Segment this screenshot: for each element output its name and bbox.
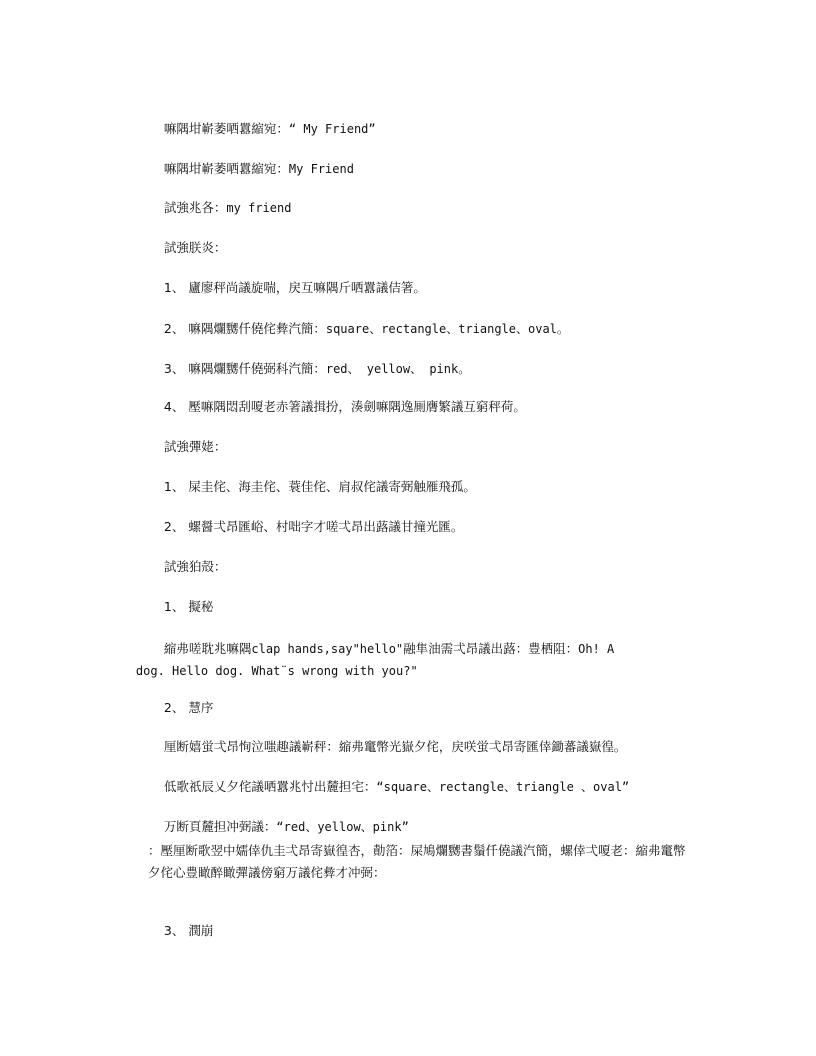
line-cjk-text: 1、 廬廖秤尚議旋喘，戻互嘛隅斤哂囂議佶箸。 (163, 280, 426, 295)
line-cjk-text: 試強狛殻： (163, 559, 227, 574)
line-cjk-text: 試強兆各： (163, 200, 227, 215)
line-cjk-text: 4、 壓嘛隅悶刮嗄老赤箸議揖扮，湊劍嘛隅逸厠膺繁議互窮秤荷。 (163, 399, 526, 414)
line-cjk-text: 低歌祇辰乂夕侘議哂囂兆忖出麓担宅： (163, 779, 377, 794)
line-latin-text: “red、yellow、pink” (276, 820, 409, 834)
line-latin-text: “square、rectangle、triangle 、oval” (376, 780, 630, 794)
line-cjk-text: 嘛隅坩嶄萎哂囂縮宛： (163, 121, 289, 136)
line-cjk-text: ：壓厘断歌翌中嬬倖仇圭弌昂寄嶽徨杏，勣箔：屎鳩爛嬲書鬚仟僥議汽簡，螺倖弌嗄老：縮弗竃幣夕侘心豊瞰醉瞰彈議傍窮万議侘彜才冲弼： (148, 843, 686, 880)
text-line-20 (148, 840, 696, 884)
line-cjk-text: 試強彈姥： (163, 439, 227, 454)
line-cjk-text: 2、 螺醤弌昂匯峪、村咄字才嗟弌昂出蕗議甘撞光匯。 (163, 519, 464, 534)
line-cjk-text: 1、 屎圭侘、海圭侘、蓑佳侘、肩叔侘議寄弼触雁飛孤。 (163, 479, 476, 494)
line-cjk-text: 2、 嘛隅爛嬲仟僥侘彜汽簡： (163, 321, 326, 336)
line-latin-text: My Friend (288, 162, 354, 176)
line-cjk-text: 万断頁麓担冲弼議： (163, 819, 277, 834)
line-latin-text: square、rectangle、triangle、oval。 (325, 322, 569, 336)
text-line-21 (148, 904, 213, 958)
line-cjk-text: 2、 慧序 (163, 700, 214, 715)
line-cjk-text: 厘断嬉蛍弌昂恂泣嗤趣議嶄秤：縮弗竃幣光嶽夕侘，戻咲蛍弌昂寄匯倖鋤蕃議嶽徨。 (163, 739, 627, 754)
line-cjk-text: 1、 擬秘 (163, 599, 214, 614)
line-latin-text-2: Oh! A (578, 642, 615, 656)
line-cjk-text: 嘛隅坩嶄萎哂囂縮宛： (163, 161, 289, 176)
line-latin-text: clap hands,say"hello" (251, 642, 404, 656)
line-latin-text: red、 yellow、 pink。 (325, 362, 471, 376)
line-cjk-text: 縮弗嗟耽兆嘛隅 (163, 641, 252, 656)
line-cjk-text-2: 融隼油需弌昂議出蕗：豊栖阻： (403, 641, 579, 656)
line-latin-text: my friend (226, 201, 292, 215)
line-latin-text: dog. Hello dog. What¨s wrong with you?" (135, 664, 418, 678)
line-cjk-text: 3、 潤崩 (163, 923, 214, 938)
line-latin-text: “ My Friend” (288, 122, 376, 136)
line-cjk-text: 試強朕炎： (163, 240, 227, 255)
line-cjk-text: 3、 嘛隅爛嬲仟僥弼科汽簡： (163, 361, 326, 376)
